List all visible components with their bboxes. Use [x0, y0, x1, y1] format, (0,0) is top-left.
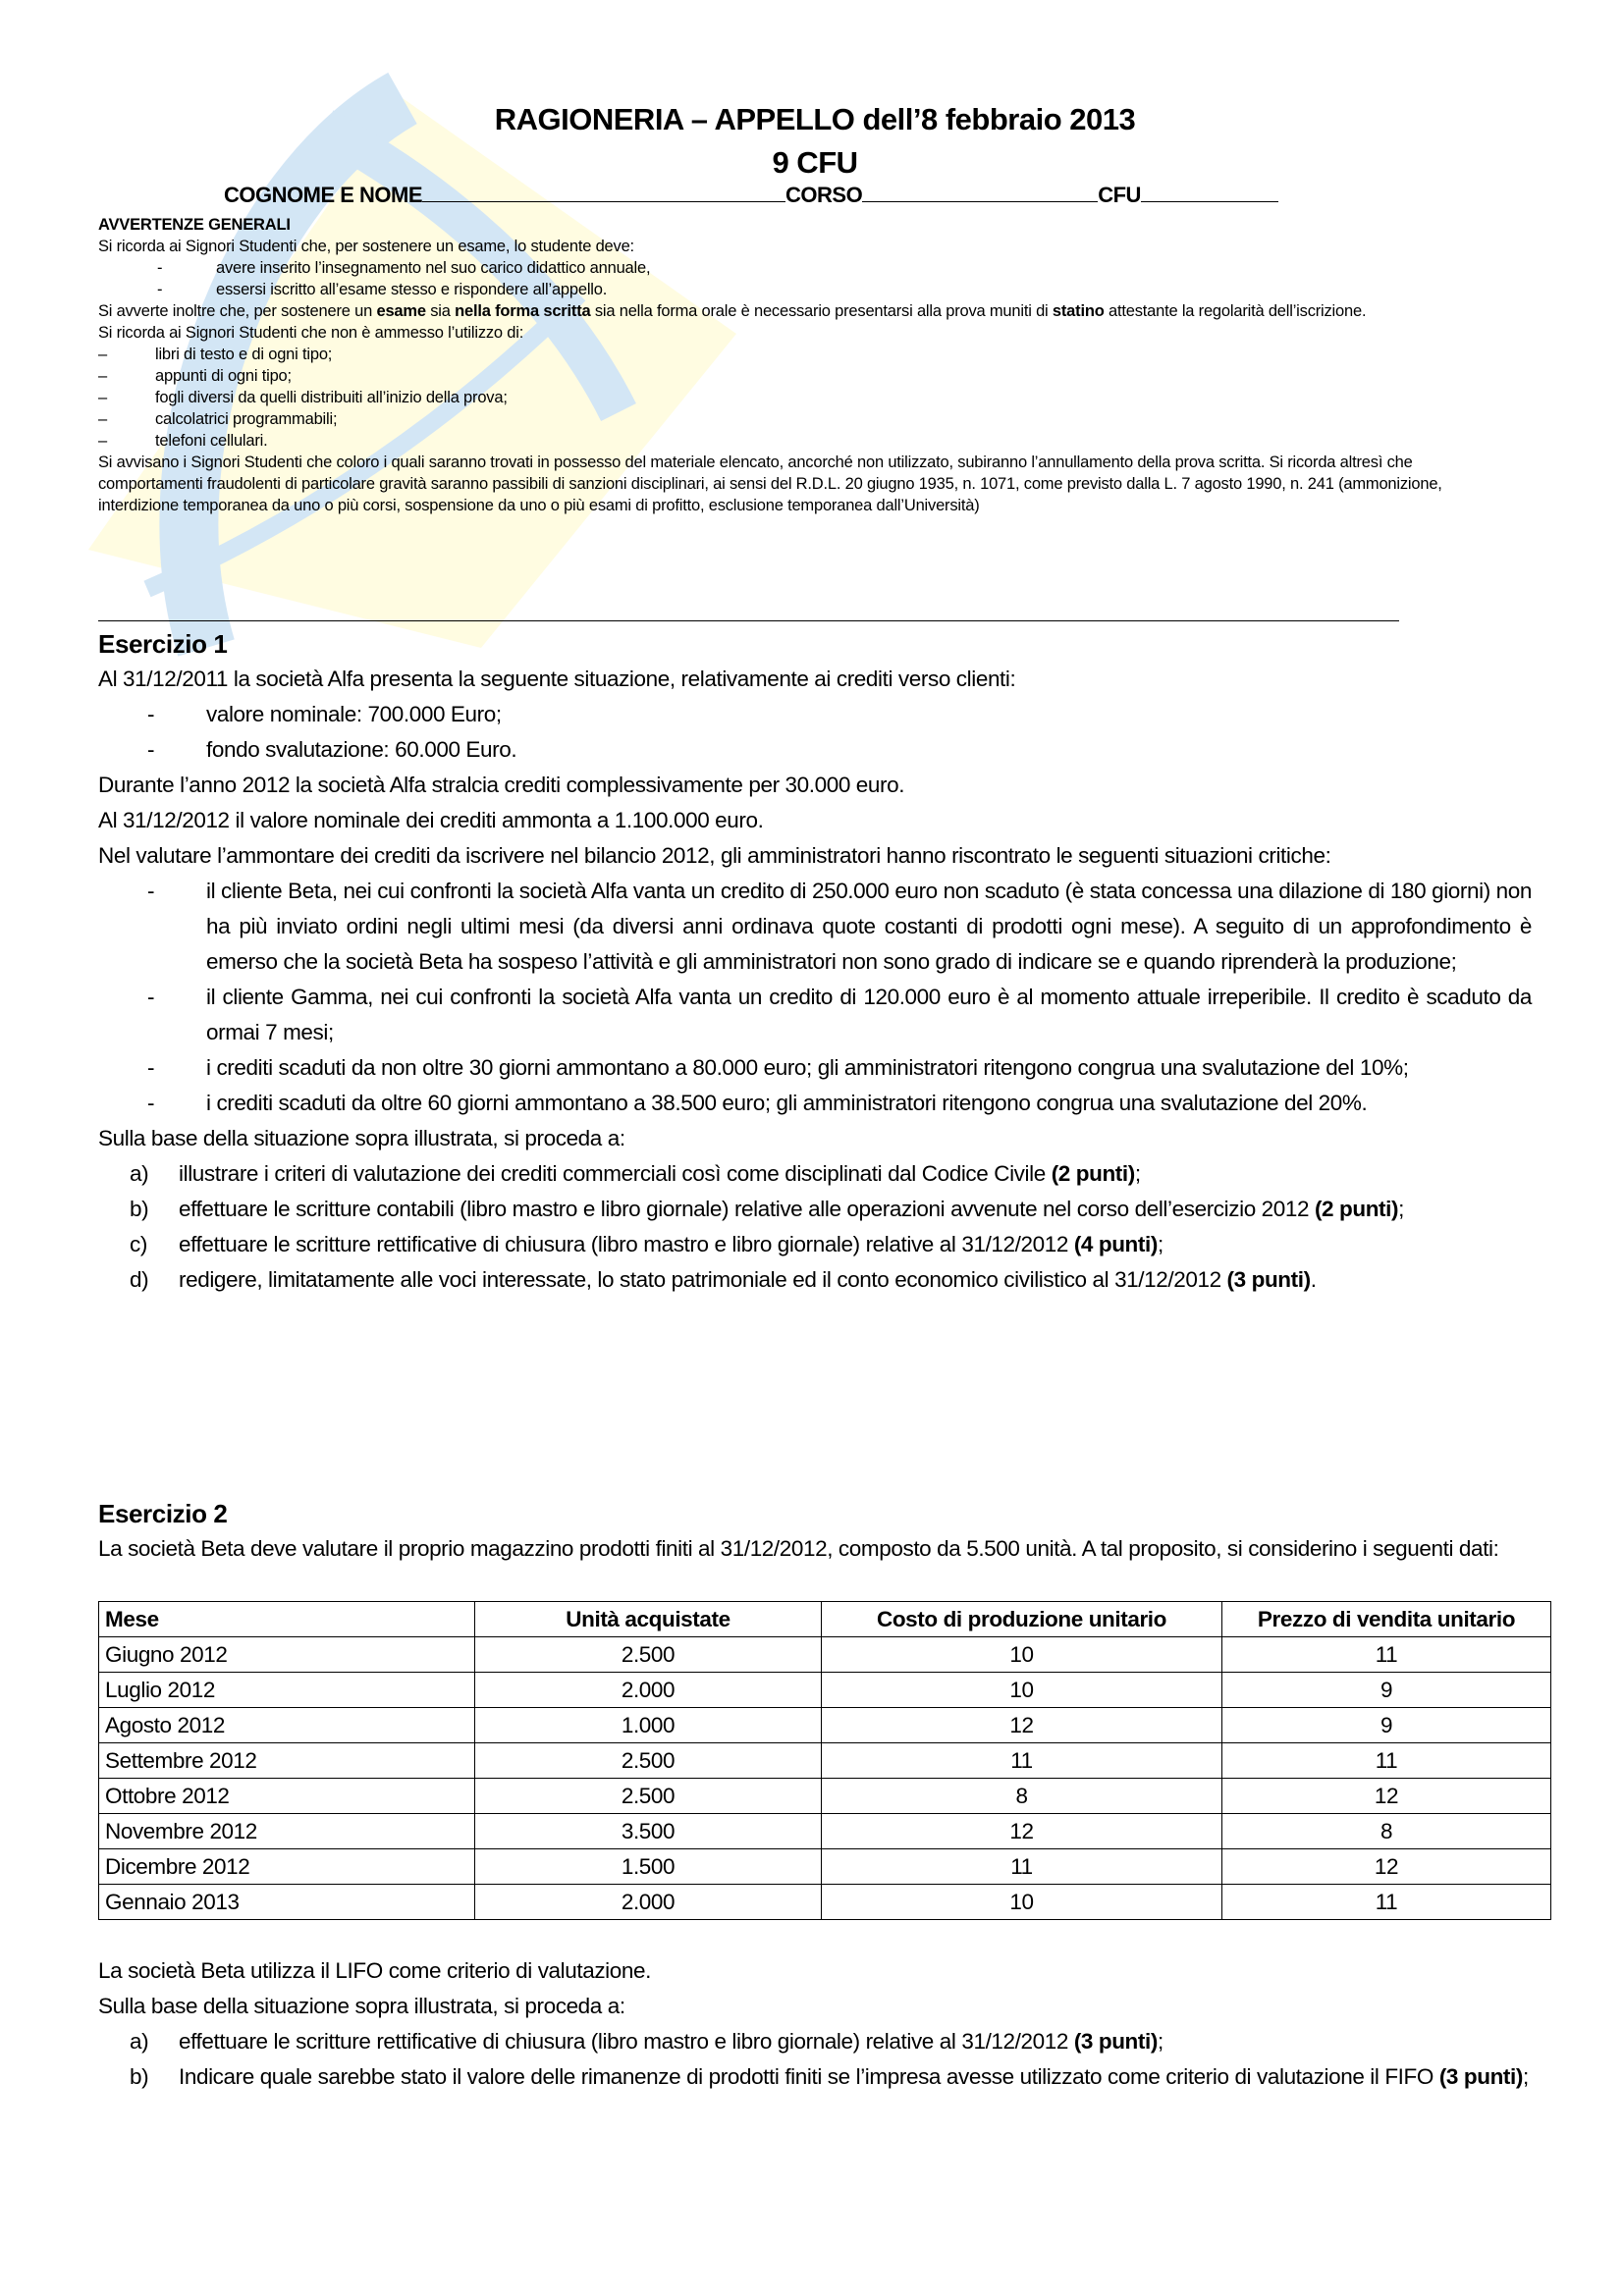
tasks-intro: Sulla base della situazione sopra illustrata, si proceda a: [98, 1126, 625, 1150]
exercise-1-text: Durante l’anno 2012 la società Alfa stralcia crediti complessivamente per 30.000 euro. [98, 773, 905, 797]
critical-item: - il cliente Gamma, nei cui confronti la società Alfa vanta un credito di 120.000 euro è al momento attuale irreperibile. Il credito è scaduto da ormai 7 mesi; [147, 985, 1532, 1044]
task-item: b) Indicare quale sarebbe stato il valore delle rimanenze di prodotti finiti se l’impresa avesse utilizzato come criterio di valutazione il FIFO (3 punti); [130, 2064, 1529, 2089]
exercise-2-tasks [98, 1953, 1532, 2095]
column-header: Prezzo di vendita unitario [1222, 1602, 1551, 1637]
critical-item: - il cliente Beta, nei cui confronti la società Alfa vanta un credito di 250.000 euro non scaduto (è stata concessa una dilazione di 180 giorni) non ha più inviato ordini negli ultimi mesi (da diversi anni ordinava quote costanti di prodotti ogni mese). A seguito di un approfondimento è emerso che la società Beta ha sospeso l’attività e gli amministratori non sono grado di indicare se e quando riprenderà la produzione; [147, 879, 1533, 974]
initial-item: - fondo svalutazione: 60.000 Euro. [147, 737, 517, 762]
table-row: Novembre 2012 3.500 12 8 [99, 1814, 1551, 1849]
table-row: Ottobre 2012 2.500 8 12 [99, 1779, 1551, 1814]
task-item: a) effettuare le scritture rettificative di chiusura (libro mastro e libro giornale) relative al 31/12/2012 (3 punti); [130, 2029, 1163, 2054]
tasks-intro: Sulla base della situazione sopra illustrata, si proceda a: [98, 1994, 625, 2018]
table-row: Gennaio 2013 2.000 10 11 [99, 1885, 1551, 1920]
critical-item: - i crediti scaduti da oltre 60 giorni ammontano a 38.500 euro; gli amministratori ritengono congrua una svalutazione del 20%. [147, 1091, 1368, 1115]
inventory-table [98, 1601, 1551, 1920]
requirement-item: - avere inserito l’insegnamento nel suo carico didattico annuale, [157, 259, 651, 277]
cfu-field[interactable] [1141, 184, 1278, 202]
exercise-1-text: Nel valutare l’ammontare dei crediti da iscrivere nel bilancio 2012, gli amministratori hanno riscontrato le seguenti situazioni critiche: [98, 843, 1331, 868]
name-field[interactable] [422, 184, 785, 202]
banned-item: – fogli diversi da quelli distribuiti all’inizio della prova; [98, 389, 508, 406]
corso-field[interactable] [862, 184, 1098, 202]
banned-item: – calcolatrici programmabili; [98, 410, 338, 428]
critical-item: - i crediti scaduti da non oltre 30 giorni ammontano a 80.000 euro; gli amministratori ritengono congrua una svalutazione del 10%; [147, 1055, 1409, 1080]
table-header-row [99, 1602, 1551, 1637]
exam-title: RAGIONERIA – APPELLO dell’8 febbraio 2013 [494, 102, 1136, 136]
exercise-2 [98, 1496, 1532, 1567]
exercise-1-heading: Esercizio 1 [98, 629, 228, 659]
task-item: a) illustrare i criteri di valutazione dei crediti commerciali così come disciplinati dal Codice Civile (2 punti); [130, 1161, 1141, 1186]
banned-item: – telefoni cellulari. [98, 432, 268, 450]
column-header: Unità acquistate [475, 1602, 822, 1637]
exercise-1-text: Al 31/12/2012 il valore nominale dei crediti ammonta a 1.100.000 euro. [98, 808, 764, 832]
banned-item: – appunti di ogni tipo; [98, 367, 292, 385]
task-item: c) effettuare le scritture rettificative di chiusura (libro mastro e libro giornale) relative al 31/12/2012 (4 punti); [130, 1232, 1163, 1256]
exercise-1-intro: Al 31/12/2011 la società Alfa presenta la seguente situazione, relativamente ai crediti verso clienti: [98, 667, 1016, 691]
corso-label: CORSO [785, 183, 863, 207]
column-header: Mese [99, 1602, 475, 1637]
section-divider [98, 620, 1399, 621]
warnings-heading: AVVERTENZE GENERALI [98, 216, 291, 234]
student-info-row [224, 183, 1278, 208]
requirement-item: - essersi iscritto all’esame stesso e rispondere all’appello. [157, 281, 608, 298]
table-row: Giugno 2012 2.500 10 11 [99, 1637, 1551, 1673]
table-row: Dicembre 2012 1.500 11 12 [99, 1849, 1551, 1885]
general-warnings [98, 214, 1473, 516]
exam-credits: 9 CFU [772, 145, 858, 180]
banned-item: – libri di testo e di ogni tipo; [98, 346, 333, 363]
task-item: b) effettuare le scritture contabili (libro mastro e libro giornale) relative alle operazioni avvenute nel corso dell’esercizio 2012 (2 punti); [130, 1197, 1404, 1221]
cfu-label: CFU [1098, 183, 1141, 207]
banned-intro: Si ricorda ai Signori Studenti che non è ammesso l’utilizzo di: [98, 324, 524, 342]
column-header: Costo di produzione unitario [822, 1602, 1222, 1637]
table-row: Luglio 2012 2.000 10 9 [99, 1673, 1551, 1708]
initial-item: - valore nominale: 700.000 Euro; [147, 702, 502, 726]
sanctions-warning: Si avvisano i Signori Studenti che coloro i quali saranno trovati in possesso del materiale elencato, ancorché non utilizzato, subiranno l’annullamento della prova scritta. Si ricorda altresì che comportamenti fraudolenti di particolare gravità saranno passibili di sanzioni disciplinari, ai sensi del R.D.L. 20 giugno 1935, n. 1071, come previsto dalla L. 7 agosto 1990, n. 241 (ammonizione, interdizione temporanea da uno o più corsi, sospensione da uno o più esami di profitto, esclusione temporanea dall’Università) [98, 454, 1442, 514]
table-row: Settembre 2012 2.500 11 11 [99, 1743, 1551, 1779]
name-label: COGNOME E NOME [224, 183, 423, 207]
task-item: d) redigere, limitatamente alle voci interessate, lo stato patrimoniale ed il conto economico civilistico al 31/12/2012 (3 punti). [130, 1267, 1317, 1292]
exercise-1 [98, 626, 1532, 1298]
requirements-intro: Si ricorda ai Signori Studenti che, per sostenere un esame, lo studente deve: [98, 238, 634, 255]
table-row: Agosto 2012 1.000 12 9 [99, 1708, 1551, 1743]
exercise-2-heading: Esercizio 2 [98, 1499, 228, 1528]
statino-notice: Si avverte inoltre che, per sostenere un esame sia nella forma scritta sia nella forma orale è necessario presentarsi alla prova muniti di statino attestante la regolarità dell’iscrizione. [98, 302, 1367, 320]
exercise-2-text: La società Beta utilizza il LIFO come criterio di valutazione. [98, 1958, 651, 1983]
exercise-2-intro: La società Beta deve valutare il proprio magazzino prodotti finiti al 31/12/2012, composto da 5.500 unità. A tal proposito, si considerino i seguenti dati: [98, 1536, 1499, 1561]
